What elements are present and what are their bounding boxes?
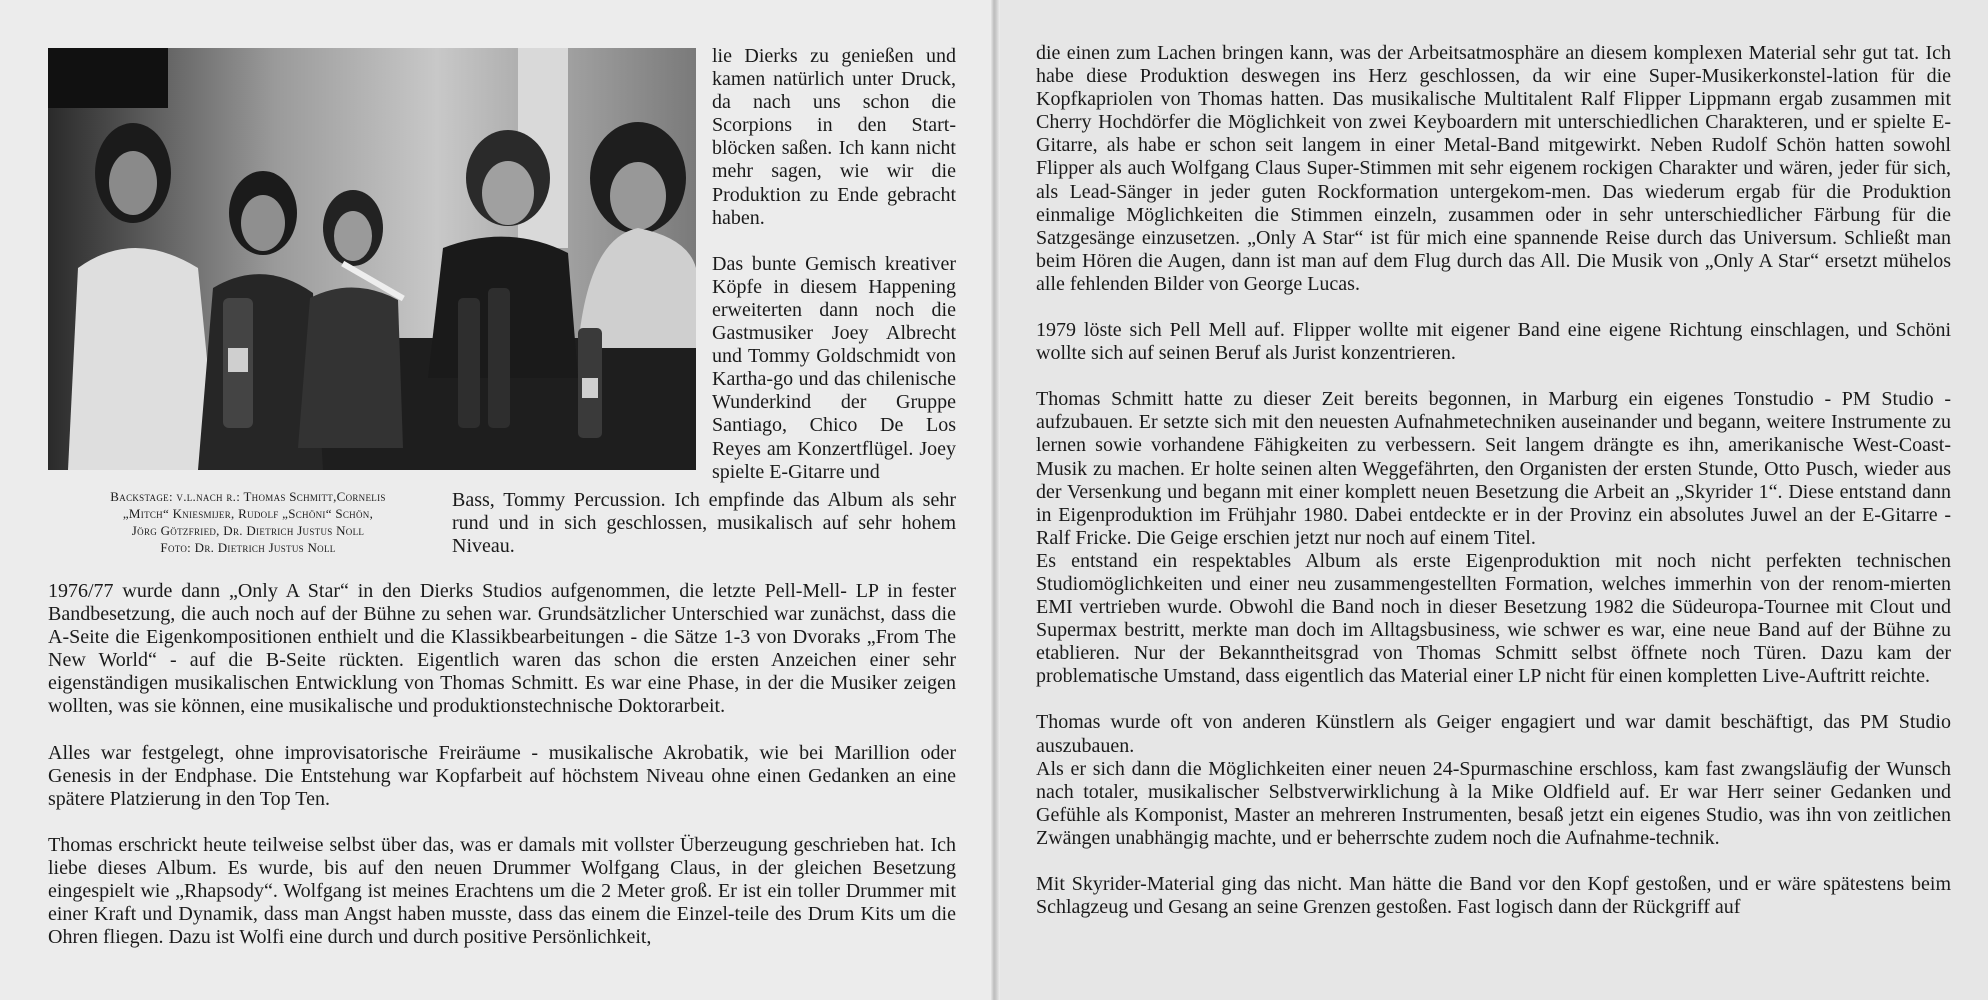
paragraph: Thomas Schmitt hatte zu dieser Zeit bereits begonnen, in Marburg ein eigenes Tonstudio - PM Studio - aufzubauen. Er setzte sich mit den neuesten Aufnahmetechniken auseinander und begann, weitere Instrumente zu lernen sowie vorhandene Fähigkeiten zu verbessern. Seit langem drängte es ihn, amerikanische West-Coast-Musik zu machen. Er holte seinen alten Weggefährten, den Organisten der ersten Stunde, Otto Pusch, wieder aus der Versenkung und begann mit einer komplett neuen Besetzung die Arbeit an „Skyrider 1“. Diese entstand dann in Eigenproduktion im Frühjahr 1980. Dabei entdeckte er in der Provinz ein absolutes Juwel an der E-Gitarre - Ralf Fricke. Die Geige erschien jetzt nur noch auf einem Titel.	[1036, 388, 1951, 549]
paragraph: die einen zum Lachen bringen kann, was der Arbeitsatmosphäre an diesem komplexen Material sehr gut tat. Ich habe diese Produktion deswegen ins Herz geschlossen, da wir eine Super-Musikerkonstel-lation für die Kopfkapriolen von Thomas hatten. Das musikalische Multitalent Ralf Flipper Lippmann ergab zusammen mit Cherry Hochdörfer die Möglichkeit von zwei Keyboardern mit unterschiedlichen Charakteren, und er spielte E-Gitarre, als habe er schon seit langem in einer Metal-Band mitgewirkt. Neben Rudolf Schön hatten sowohl Flipper als auch Wolfgang Claus Super-Stimmen mit sehr eigenem rockigen Charakter und wären, jeder für sich, als Lead-Sänger in jeder guten Rockformation untergekom-men. Das wiederum ergab für die Produktion einmalige Möglichkeiten die Stimmen einzeln, zusammen oder in sehr unterschiedlicher Färbung für die Satzgesänge einzusetzen. „Only A Star“ ist für mich eine spannende Reise durch das Universum. Schließt man beim Hören die Augen, dann ist man auf dem Flug durch das All. Die Musik von „Only A Star“ ersetzt mühelos alle fehlenden Bilder von George Lucas.	[1036, 42, 1951, 295]
caption-line: „Mitch“ Kniesmijer, Rudolf „Schöni“ Schön,	[122, 506, 374, 521]
book-spine	[990, 0, 1000, 1000]
paragraph: 1979 löste sich Pell Mell auf. Flipper wollte mit eigener Band eine eigene Richtung einschlagen, und Schöni wollte sich auf seinen Beruf als Jurist konzentrieren.	[1036, 319, 1951, 365]
paragraph: Als er sich dann die Möglichkeiten einer neuen 24-Spurmaschine erschloss, kam fast zwangsläufig der Wunsch nach totaler, musikalischer Selbstverwirklichung à la Mike Oldfield auf. Er war Herr seiner Gedanken und Gefühle als Komponist, Master an mehreren Instrumenten, besaß jetzt ein eigenes Studio, was ihn von zeitlichen Zwängen unabhängig machte, und er beherrschte zudem noch die Aufnahme-technik.	[1036, 757, 1951, 849]
right-main-text	[1036, 42, 1951, 919]
side-continuation	[452, 489, 956, 558]
side-paragraph: Das bunte Gemisch kreativer Köpfe in diesem Happening erweiterten dann noch die Gastmusiker Joey Albrecht und Tommy Goldschmidt von Kartha-go und das chilenische Wunderkind der Gruppe Santiago, Chico De Los Reyes am Konzertflügel. Joey spielte E-Gitarre und	[712, 252, 956, 483]
caption-line: Backstage: v.l.nach r.: Thomas Schmitt,Cornelis	[110, 489, 386, 504]
continuation-paragraph: Bass, Tommy Percussion. Ich empfinde das Album als sehr rund und in sich geschlossen, musikalisch auf sehr hohem Niveau.	[452, 489, 956, 558]
right-page	[1000, 0, 1988, 1000]
side-column	[712, 45, 956, 484]
paragraph: Thomas erschrickt heute teilweise selbst über das, was er damals mit vollster Überzeugung geschrieben hat. Ich liebe dieses Album. Es wurde, bis auf den neuen Drummer Wolfgang Claus, in der gleichen Besetzung eingespielt wie „Rhapsody“. Wolfgang ist meines Erachtens um die 2 Meter groß. Er ist ein toller Drummer mit einer Kraft und Dynamik, dass man Angst haben musste, dass das einem die Einzel-teile des Drum Kits um die Ohren fliegen. Dazu ist Wolfi eine durch und durch positive Persönlichkeit,	[48, 833, 956, 949]
left-page	[0, 0, 990, 1000]
paragraph: Alles war festgelegt, ohne improvisatorische Freiräume - musikalische Akrobatik, wie bei Marillion oder Genesis in der Endphase. Die Entstehung war Kopfarbeit auf höchstem Niveau ohne einen Gedanken an eine spätere Platzierung in den Top Ten.	[48, 741, 956, 810]
caption-line: Jörg Götzfried, Dr. Dietrich Justus Noll	[131, 523, 365, 538]
caption-line: Foto: Dr. Dietrich Justus Noll	[160, 540, 336, 555]
paragraph: Mit Skyrider-Material ging das nicht. Man hätte die Band vor den Kopf gestoßen, und er wäre spätestens beim Schlagzeug und Gesang an seine Grenzen gestoßen. Fast logisch dann der Rückgriff auf	[1036, 873, 1951, 919]
paragraph: Es entstand ein respektables Album als erste Eigenproduktion mit noch nicht perfekten technischen Studiomöglichkeiten und einer neu zusammengestellten Formation, welches immerhin von der renom-mierten EMI vertrieben wurde. Obwohl die Band noch in dieser Besetzung 1982 die Südeuropa-Tournee mit Clout und Supermax bestritt, merkte man doch im Alltagsbusiness, wie schwer es war, eine neue Band auf der Bühne zu etablieren. Nur der Bekanntheitsgrad von Thomas Schmitt selbst öffnete noch Türen. Dazu kam der problematische Umstand, dass eigentlich das Material einer LP nicht für einen kompletten Live-Auftritt reichte.	[1036, 549, 1951, 688]
paragraph: Thomas wurde oft von anderen Künstlern als Geiger engagiert und war damit beschäftigt, das PM Studio auszubauen.	[1036, 711, 1951, 757]
paragraph: 1976/77 wurde dann „Only A Star“ in den Dierks Studios aufgenommen, die letzte Pell-Mell- LP in fester Bandbesetzung, die auch noch auf der Bühne zu sehen war. Grundsätzlicher Unterschied war zunächst, dass die A-Seite die Eigenkompositionen enthielt und die Klassikbearbeitungen - die Sätze 1-3 von Dvoraks „From The New World“ - auf die B-Seite rückten. Eigentlich waren das schon die ersten Anzeichen einer sehr eigenständigen musikalischen Entwicklung von Thomas Schmitt. Es war eine Phase, in der die Musiker zeigen wollten, was sie können, eine musikalische und produktionstechnische Doktorarbeit.	[48, 580, 956, 718]
band-photo-image	[48, 48, 696, 470]
band-photo	[48, 48, 696, 470]
left-main-text	[48, 580, 956, 972]
side-paragraph: lie Dierks zu genießen und kamen natürlich unter Druck, da nach uns schon die Scorpions in den Start-blöcken saßen. Ich kann nicht mehr sagen, wie wir die Produktion zu Ende gebracht haben.	[712, 45, 956, 229]
photo-caption	[48, 488, 448, 556]
